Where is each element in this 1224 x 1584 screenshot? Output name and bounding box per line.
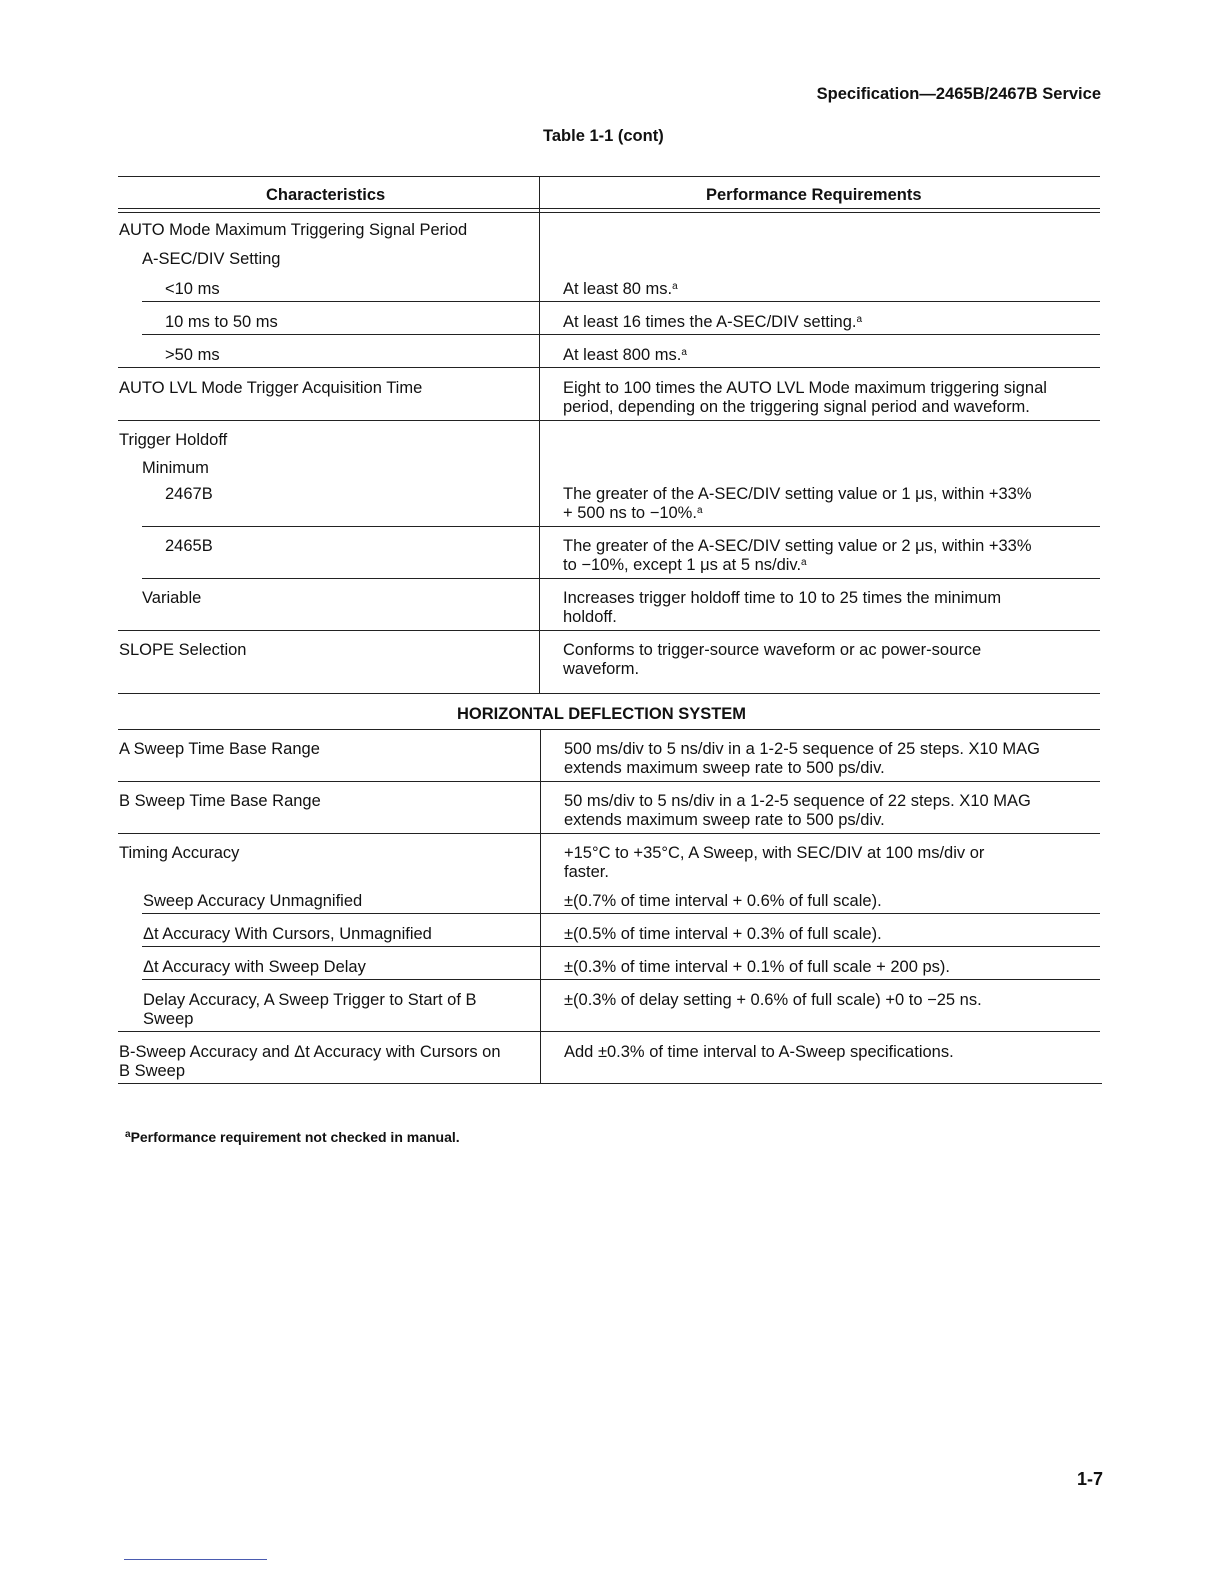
row-value: Increases trigger holdoff time to 10 to 25 times the minimum — [563, 589, 1002, 607]
row-label: AUTO Mode Maximum Triggering Signal Period — [119, 221, 468, 239]
row-label: B Sweep Time Base Range — [119, 792, 321, 810]
footnote-mark: a — [681, 347, 687, 358]
footnote-mark: a — [801, 557, 807, 568]
col-header-performance: Performance Requirements — [706, 186, 922, 204]
row-label: 2465B — [165, 537, 213, 555]
row-value: 50 ms/div to 5 ns/div in a 1-2-5 sequence of 22 steps. X10 MAG — [564, 792, 1031, 810]
rule-header-b — [118, 212, 1100, 213]
row-label: Sweep Accuracy Unmagnified — [143, 892, 363, 910]
row-value: ±(0.3% of delay setting + 0.6% of full scale) +0 to −25 ns. — [564, 991, 982, 1009]
footnote-mark: a — [125, 1129, 131, 1140]
column-divider — [539, 176, 540, 693]
footnote-mark: a — [856, 314, 863, 325]
column-divider — [540, 729, 541, 1083]
row-value: The greater of the A-SEC/DIV setting value or 2 μs, within +33% — [563, 537, 1032, 555]
row-value: Conforms to trigger-source waveform or ac power-source — [563, 641, 982, 659]
row-value: The greater of the A-SEC/DIV setting value or 1 μs, within +33% — [563, 485, 1032, 503]
row-value: Eight to 100 times the AUTO LVL Mode maximum triggering signal — [563, 379, 1047, 397]
row-value: extends maximum sweep rate to 500 ps/div. — [564, 759, 885, 777]
row-value: period, depending on the triggering signal period and waveform. — [563, 398, 1030, 416]
row-value: +15°C to +35°C, A Sweep, with SEC/DIV at 100 ms/div or — [564, 844, 985, 862]
section-header: HORIZONTAL DEFLECTION SYSTEM — [457, 705, 747, 723]
row-value: ±(0.3% of time interval + 0.1% of full scale + 200 ps). — [564, 958, 950, 976]
footnote: $^a$Performance requirement not checked in manual. — [125, 1129, 460, 1145]
row-label: B Sweep — [119, 1062, 186, 1080]
rule-row — [142, 946, 1100, 947]
bottom-rule — [124, 1559, 267, 1560]
row-value: ±(0.7% of time interval + 0.6% of full scale). — [564, 892, 882, 910]
rule-header-a — [118, 208, 1100, 209]
row-label: Sweep — [143, 1010, 194, 1028]
rule-row — [118, 781, 1100, 782]
rule-top — [118, 176, 1100, 177]
row-value: holdoff. — [563, 608, 617, 626]
page-number: 1-7 — [1077, 1469, 1104, 1489]
table-caption: Table 1-1 (cont) — [543, 127, 664, 145]
row-value: At least 16 times the A-SEC/DIV setting.$^a$ — [563, 313, 863, 331]
row-label: 2467B — [165, 485, 213, 503]
running-header: Specification—2465B/2467B Service — [816, 85, 1101, 103]
row-value: At least 80 ms.$^a$ — [563, 280, 678, 298]
footnote-mark: a — [672, 281, 678, 292]
rule-row — [142, 526, 1100, 527]
row-value: extends maximum sweep rate to 500 ps/div. — [564, 811, 885, 829]
rule-row — [142, 913, 1100, 914]
row-label: SLOPE Selection — [119, 641, 247, 659]
rule-row — [142, 979, 1100, 980]
rule-section-top — [118, 693, 1100, 694]
rule-row — [118, 833, 1100, 834]
row-label: Δt Accuracy With Cursors, Unmagnified — [143, 925, 432, 943]
row-value: At least 800 ms.$^a$ — [563, 346, 687, 364]
row-label: 10 ms to 50 ms — [165, 313, 278, 331]
rule-row — [142, 301, 1100, 302]
rule-row — [118, 1031, 1100, 1032]
row-value: faster. — [564, 863, 609, 881]
rule-bottom — [118, 1083, 1102, 1084]
row-value: to −10%, except 1 μs at 5 ns/div.$^a$ — [563, 556, 807, 574]
row-label: >50 ms — [165, 346, 220, 364]
row-label: Δt Accuracy with Sweep Delay — [143, 958, 366, 976]
row-label: A Sweep Time Base Range — [119, 740, 320, 758]
row-value: 500 ms/div to 5 ns/div in a 1-2-5 sequence of 25 steps. X10 MAG — [564, 740, 1041, 758]
footnote-mark: a — [696, 505, 703, 516]
row-label: B-Sweep Accuracy and Δt Accuracy with Cursors on — [119, 1043, 501, 1061]
row-value: ±(0.5% of time interval + 0.3% of full scale). — [564, 925, 882, 943]
row-label: <10 ms — [165, 280, 220, 298]
row-value: Add ±0.3% of time interval to A-Sweep specifications. — [564, 1043, 954, 1061]
rule-row — [142, 334, 1100, 335]
row-label: Timing Accuracy — [119, 844, 240, 862]
rule-row — [118, 630, 1100, 631]
row-label: A-SEC/DIV Setting — [142, 250, 281, 268]
rule-row — [118, 420, 1100, 421]
rule-row — [142, 578, 1100, 579]
col-header-characteristics: Characteristics — [266, 186, 386, 204]
row-label: Trigger Holdoff — [119, 431, 228, 449]
row-label: Variable — [142, 589, 202, 607]
row-label: AUTO LVL Mode Trigger Acquisition Time — [119, 379, 423, 397]
rule-row — [118, 367, 1100, 368]
row-value: waveform. — [563, 660, 640, 678]
row-value: + 500 ns to −10%.$^a$ — [563, 504, 703, 522]
row-label: Delay Accuracy, A Sweep Trigger to Start of B — [143, 991, 477, 1009]
row-label: Minimum — [142, 459, 209, 477]
rule-section-bottom — [118, 729, 1100, 730]
